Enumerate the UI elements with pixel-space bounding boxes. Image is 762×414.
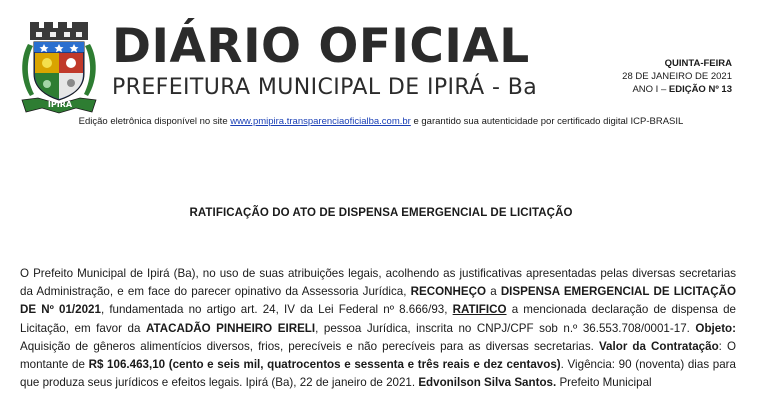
body-valor-intro: : O montante de — [20, 339, 736, 372]
signer-name: Edvonilson Silva Santos. — [418, 376, 557, 390]
valor-label: Valor da Contratação — [598, 339, 719, 353]
location-date: . Ipirá (Ba), 22 de janeiro de 2021. — [239, 376, 416, 390]
ratifico-term — [453, 303, 507, 316]
signer-role: Prefeito Municipal — [559, 376, 652, 390]
objeto-description: Aquisição de gêneros alimentícios diversos, frios, perecíveis e não perecíveis para as diversas secretarias. — [20, 339, 594, 353]
reconheco-term: RECONHEÇO — [410, 285, 487, 299]
body-company-details: , pessoa Jurídica, inscrita no CNPJ/CPF sob n.º 36.553.708/0001-17. — [315, 321, 690, 335]
edition-number — [622, 83, 732, 96]
document-body — [20, 265, 736, 392]
electronic-edition-notice — [0, 116, 762, 127]
valor-amount: R$ 106.463,10 (cento e seis mil, quatrocentos e sessenta e três reais e dez centavos) — [88, 358, 561, 372]
body-intro: O Prefeito Municipal de Ipirá (Ba), no uso de suas atribuições legais, acolhendo as justificativas apresentadas pelas diversas secretarias da Administração, e em face do parecer opinativo da Assessoria Jurídica, — [20, 267, 736, 299]
masthead — [0, 0, 762, 112]
edition-info — [622, 57, 732, 96]
notice-prefix: Edição eletrônica disponível no site — [78, 116, 228, 127]
transparency-site-link[interactable]: www.pmipira.transparenciaoficialba.com.br — [230, 116, 411, 127]
masthead-title: DIÁRIO OFICIAL — [112, 19, 530, 74]
masthead-subtitle: PREFEITURA MUNICIPAL DE IPIRÁ - Ba — [112, 75, 538, 100]
objeto-label: Objeto: — [695, 321, 736, 335]
coat-of-arms-text: IPIRÁ — [47, 100, 73, 109]
vigencia-text: . Vigência: 90 (noventa) dias para que produza seus jurídicos e efeitos legais — [20, 358, 736, 390]
ratifico-underlined: RATIFICO — [452, 303, 507, 317]
contracted-company: ATACADÃO PINHEIRO EIRELI — [145, 321, 316, 335]
body-text-a: a — [490, 285, 497, 299]
document-title: RATIFICAÇÃO DO ATO DE DISPENSA EMERGENCIAL DE LICITAÇÃO — [189, 207, 573, 219]
edition-date: 28 DE JANEIRO DE 2021 — [622, 71, 732, 82]
edition-weekday: QUINTA-FEIRA — [664, 58, 732, 69]
dispensa-reference: DISPENSA EMERGENCIAL DE LICITAÇÃO DE Nº 01/2021 — [20, 285, 736, 317]
edition-year: ANO I – — [632, 84, 667, 95]
body-declaration: a mencionada declaração de dispensa de Licitação, em favor da — [20, 303, 737, 335]
edition-label: EDIÇÃO Nº 13 — [668, 84, 732, 95]
notice-suffix: e garantido sua autenticidade por certificado digital ICP-BRASIL — [413, 116, 684, 127]
body-legal-basis: , fundamentada no artigo art. 24, IV da Lei Federal nº 8.666/93, — [100, 303, 448, 317]
